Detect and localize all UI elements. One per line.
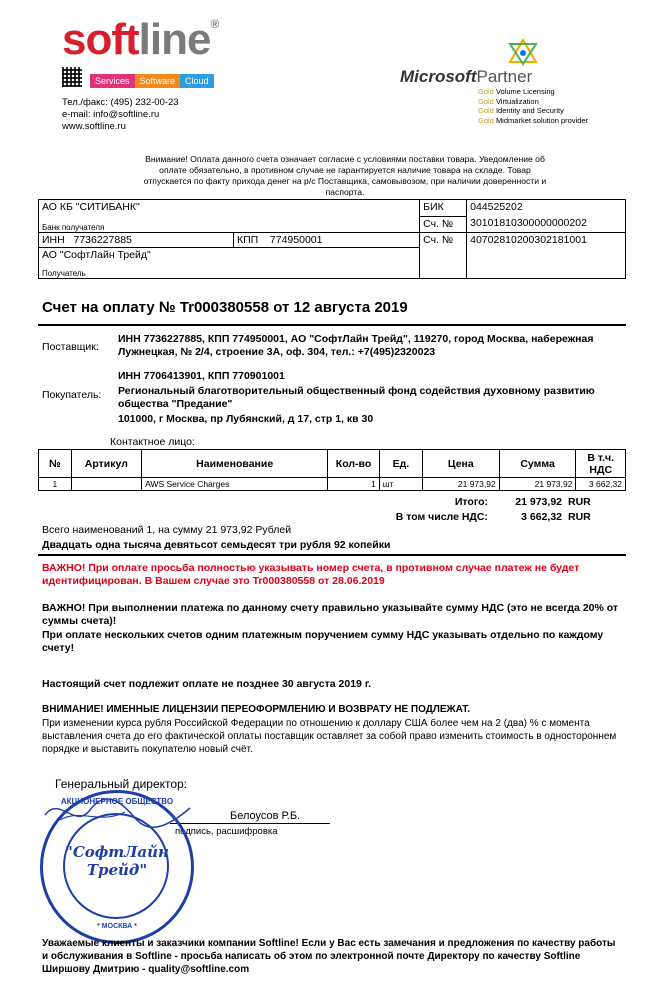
competency-item: Gold Midmarket solution provider — [478, 115, 589, 125]
col-header: № — [39, 450, 72, 478]
inn-value: 7736227885 — [73, 234, 132, 246]
recipient-cell — [39, 248, 420, 279]
competency-item: Gold Volume Licensing — [478, 87, 555, 96]
col-header: Сумма — [499, 450, 576, 478]
vat-currency: RUR — [568, 511, 591, 523]
buyer-address: 101000, г Москва, пр Лубянский, д 17, стр 1, кв 30 — [118, 413, 374, 425]
stamp-center-text: "СофтЛайн Трейд" — [65, 843, 169, 879]
col-header: Кол-во — [328, 450, 380, 478]
bank-name-cell — [39, 200, 420, 233]
total-label: Итого: — [454, 496, 488, 508]
table-row — [39, 478, 626, 491]
bik-value: 044525202 — [467, 200, 626, 217]
cell-qty: 1 — [328, 478, 380, 491]
bank-name: АО КБ "СИТИБАНК" — [42, 201, 140, 213]
supplier-details: ИНН 7736227885, КПП 774950001, АО "СофтЛайн Трейд", 119270, город Москва, набережная Лужнецкая, № 2/4, строение 3А, оф. 304, тел.: +7(495)2320023 — [118, 333, 594, 358]
words-divider — [38, 554, 626, 556]
softline-logo — [62, 15, 219, 64]
vat-multiple-warning: При оплате нескольких счетов одним платежным поручением сумму НДС указывать отдельно по каждому счету! — [42, 629, 604, 654]
director-title: Генеральный директор: — [55, 777, 188, 791]
buyer-name: Региональный благотворительный общественный фонд содействия духовному развитию общества "Предание" — [118, 385, 595, 410]
invoice-number-warning: ВАЖНО! При оплате просьба полностью указывать номер счета, в противном случае платеж не будет идентифицирован. В Вашем случае это Tr000380558 от 28.06.2019 — [42, 562, 580, 587]
inn-cell: ИНН 7736227885 — [39, 233, 234, 248]
buyer-details — [118, 370, 618, 426]
signature-caption: подпись, расшифровка — [175, 826, 278, 837]
website: www.softline.ru — [62, 121, 126, 132]
buyer-inn: ИНН 7706413901, КПП 770901001 — [118, 370, 285, 382]
table-header-row — [39, 450, 626, 478]
buyer-label: Покупатель: — [42, 389, 102, 401]
cell-article — [71, 478, 141, 491]
contact-person-label: Контактное лицо: — [110, 436, 195, 448]
software-pill: Software — [135, 74, 181, 88]
col-header: В т.ч. НДС — [576, 450, 626, 478]
cell-name: AWS Service Charges — [142, 478, 328, 491]
microsoft-partner-logo — [400, 67, 532, 87]
vat-warning: ВАЖНО! При выполнении платежа по данному счету правильно указывайте сумму НДС (это не всегда 20% от суммы счета)! — [42, 602, 619, 627]
competencies — [478, 87, 588, 125]
col-header: Наименование — [142, 450, 328, 478]
cell-num: 1 — [39, 478, 72, 491]
cell-price: 21 973,92 — [422, 478, 499, 491]
cloud-pill: Cloud — [180, 74, 214, 88]
corr-account-label: Сч. № — [420, 216, 467, 233]
microsoft-brand: Microsoft — [400, 67, 477, 86]
cell-vat: 3 662,32 — [576, 478, 626, 491]
license-notice: ВНИМАНИЕ! ИМЕННЫЕ ЛИЦЕНЗИИ ПЕРЕОФОРМЛЕНИЮ И ВОЗВРАТУ НЕ ПОДЛЕЖАТ. — [42, 704, 471, 715]
bank-details-table — [38, 199, 626, 279]
col-header: Ед. — [379, 450, 422, 478]
kpp-cell: КПП 774950001 — [234, 233, 420, 248]
competency-item: Gold Identity and Security — [478, 106, 564, 115]
items-table — [38, 449, 626, 491]
bank-label: Банк получателя — [42, 223, 105, 232]
stamp-top-text: АКЦИОНЕРНОЕ ОБЩЕСТВО — [60, 797, 174, 806]
amount-in-words: Двадцать одна тысяча девятьсот семьдесят три рубля 92 копейки — [42, 539, 391, 551]
microsoft-partner: Partner — [476, 67, 533, 86]
services-strip — [90, 71, 214, 89]
vat-value: 3 662,32 — [521, 511, 562, 523]
logo-part-1: soft — [62, 15, 139, 64]
cell-unit: шт — [379, 478, 422, 491]
qr-code-icon — [62, 67, 82, 87]
services-pill: Services — [90, 74, 135, 88]
account-value: 40702810200302181001 — [467, 233, 626, 279]
contact-block — [62, 97, 179, 133]
director-name: Белоусов Р.Б. — [230, 810, 301, 822]
bik-label: БИК — [420, 200, 467, 217]
invoice-title: Счет на оплату № Tr000380558 от 12 августа 2019 — [42, 299, 408, 316]
logo-registered: ® — [210, 17, 219, 31]
total-currency: RUR — [568, 496, 591, 508]
col-header: Цена — [422, 450, 499, 478]
company-stamp — [40, 790, 194, 944]
total-value: 21 973,92 — [515, 496, 562, 508]
supplier-label: Поставщик: — [42, 341, 99, 353]
recipient-label: Получатель — [42, 269, 86, 278]
recipient-name: АО "СофтЛайн Трейд" — [42, 249, 151, 261]
phone: Тел./факс: (495) 232-00-23 — [62, 97, 179, 108]
stamp-bottom-text: * МОСКВА * — [97, 923, 137, 930]
summary-line: Всего наименований 1, на сумму 21 973,92 Рублей — [42, 524, 292, 536]
quality-footer: Уважаемые клиенты и заказчики компании Softline! Если у Вас есть замечания и предложения по качеству работы и обслуживания в Softline - просьба написать об этом по электронной почте Директору по качеству Softline Ширшову Дмитрию - quality@softline.com — [42, 938, 616, 975]
logo-part-2: line — [138, 15, 211, 64]
microsoft-partner-icon — [508, 38, 538, 66]
account-label: Сч. № — [420, 233, 467, 279]
competency-item: Gold Virtualization — [478, 96, 539, 106]
payment-notice: Внимание! Оплата данного счета означает согласие с условиями поставки товара. Уведомление об оплате обязательно, в противном случае не гарантируется наличие товара на складе. Товар отпускается по факту прихода денег на р/с Поставщика, самовывозом, при наличии доверенности и паспорта. — [143, 154, 547, 197]
cell-sum: 21 973,92 — [499, 478, 576, 491]
kpp-value: 774950001 — [269, 234, 323, 246]
email: e-mail: info@softline.ru — [62, 109, 160, 120]
due-date: Настоящий счет подлежит оплате не позднее 30 августа 2019 г. — [42, 678, 372, 690]
exchange-rate-notice: При изменении курса рубля Российской Федерации по отношению к доллару США более чем на 2 (два) % с момента выставления счета до его фактической оплаты поставщик оставляет за собой право изменить стоимость в одностороннем порядке и выставить покупателю новый счёт. — [42, 718, 617, 755]
corr-account-value: 30101810300000000202 — [467, 216, 626, 233]
vat-label: В том числе НДС: — [395, 511, 488, 523]
title-divider — [38, 324, 626, 326]
col-header: Артикул — [71, 450, 141, 478]
